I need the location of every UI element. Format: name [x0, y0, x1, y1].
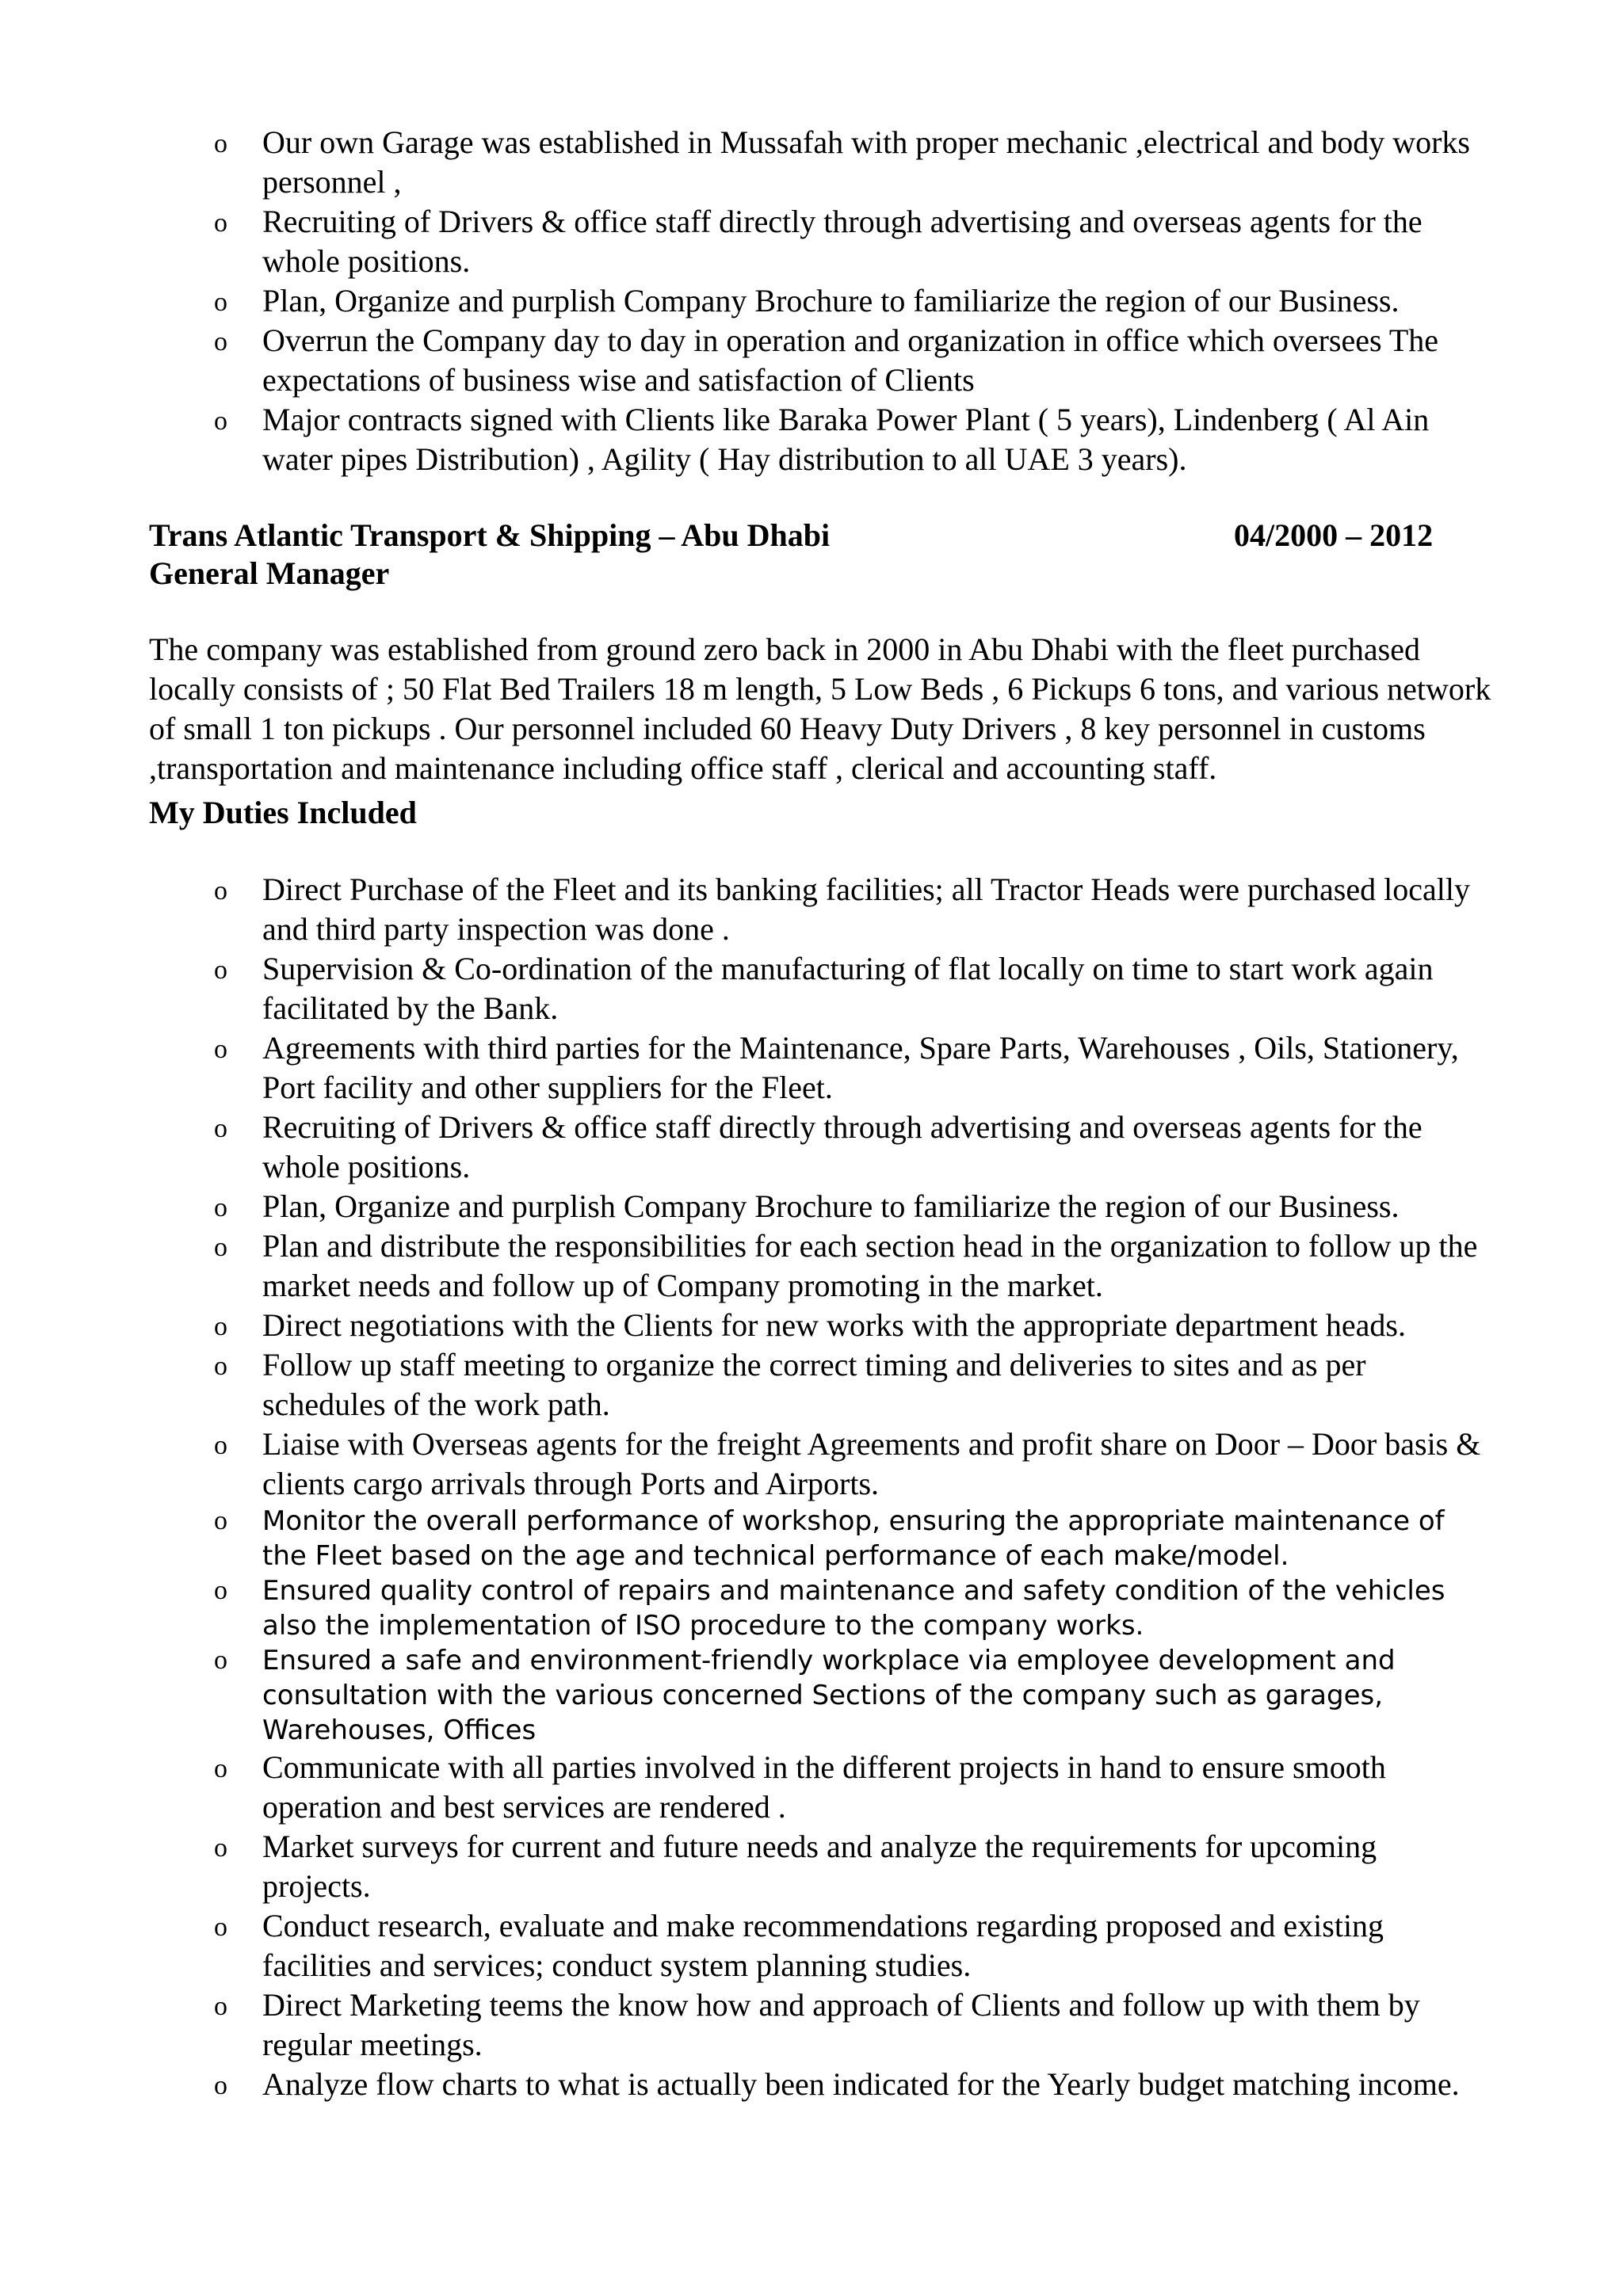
list-item [0, 202, 1483, 281]
list-item-text: Follow up staff meeting to organize the correct timing and deliveries to sites and as per schedules of the work path. [262, 1347, 1366, 1422]
bullet-icon: o [214, 1913, 227, 1942]
list-item [0, 1345, 1483, 1425]
list-item [0, 1573, 1483, 1643]
bullet-icon: o [214, 129, 227, 158]
bullet-icon: o [214, 406, 227, 436]
bullet-icon: o [214, 1114, 227, 1143]
bullet-icon: o [214, 327, 227, 357]
bullet-icon: o [214, 1646, 227, 1675]
bullet-icon: o [214, 1233, 227, 1262]
list-item [0, 1108, 1483, 1187]
list-item-text: Communicate with all parties involved in the different projects in hand to ensure smooth operation and best services are rendered . [262, 1749, 1386, 1825]
bullet-icon: o [214, 1754, 227, 1783]
bullet-icon: o [214, 1431, 227, 1460]
list-item-text: Monitor the overall performance of workshop, ensuring the appropriate maintenance of the Fleet based on the age and technical performance of each make/model. [262, 1505, 1445, 1572]
bullet-icon: o [214, 1992, 227, 2021]
list-item [0, 321, 1483, 400]
list-item [0, 870, 1483, 949]
bullet-icon: o [214, 1506, 227, 1535]
list-item [0, 1028, 1483, 1108]
duties-heading: My Duties Included [149, 795, 417, 830]
list-item [0, 1425, 1483, 1504]
list-item-text: Supervision & Co-ordination of the manufacturing of flat locally on time to start work again facilitated by the Bank. [262, 951, 1434, 1026]
list-item-text: Conduct research, evaluate and make recommendations regarding proposed and existing facilities and services; conduct system planning studies. [262, 1908, 1384, 1983]
bullet-icon: o [214, 1352, 227, 1381]
list-item-text: Direct negotiations with the Clients for new works with the appropriate department heads. [262, 1307, 1406, 1343]
bullet-icon: o [214, 1312, 227, 1341]
list-item-text: Our own Garage was established in Mussafah with proper mechanic ,electrical and body works personnel , [262, 124, 1470, 200]
bullet-icon: o [214, 876, 227, 906]
list-item [0, 1985, 1483, 2065]
bullet-icon: o [214, 2071, 227, 2100]
list-item [0, 2065, 1483, 2104]
list-item [0, 1187, 1483, 1226]
job-dates: 04/2000 – 2012 [1234, 517, 1434, 553]
list-item [0, 1504, 1483, 1573]
bullet-icon: o [214, 1576, 227, 1605]
list-item-text: Plan and distribute the responsibilities for each section head in the organization to follow up the market needs and follow up of Company promoting in the market. [262, 1228, 1478, 1303]
list-item [0, 400, 1483, 479]
list-item [0, 281, 1483, 321]
bullet-icon: o [214, 955, 227, 985]
list-item-text: Direct Marketing teems the know how and approach of Clients and follow up with them by regular meetings. [262, 1987, 1420, 2062]
bullet-icon: o [214, 208, 227, 238]
bullet-icon: o [214, 1035, 227, 1064]
list-item-text: Major contracts signed with Clients like Baraka Power Plant ( 5 years), Lindenberg ( Al Ain water pipes Distribution) , Agility ( Hay distribution to all UAE 3 years). [262, 402, 1430, 477]
list-item-text: Recruiting of Drivers & office staff directly through advertising and overseas agents for the whole positions. [262, 1109, 1423, 1184]
list-item-text: Agreements with third parties for the Maintenance, Spare Parts, Warehouses , Oils, Stationery, Port facility and other suppliers for the Fleet. [262, 1030, 1459, 1105]
list-item [0, 949, 1483, 1028]
job-company: Trans Atlantic Transport & Shipping – Abu Dhabi [149, 517, 831, 553]
list-item-text: Market surveys for current and future needs and analyze the requirements for upcoming projects. [262, 1829, 1377, 1904]
list-item [0, 1748, 1483, 1827]
bullet-icon: o [214, 288, 227, 317]
list-item [0, 1906, 1483, 1985]
list-item [0, 123, 1483, 202]
job-title: General Manager [149, 555, 390, 591]
bullet-icon: o [214, 1193, 227, 1222]
company-description: The company was established from ground zero back in 2000 in Abu Dhabi with the fleet purchased locally consists of ; 50 Flat Bed Trailers 18 m length, 5 Low Beds , 6 Pickups 6 tons, and various network of small 1 ton pickups . Our personnel included 60 Heavy Duty Drivers , 8 key personnel in customs ,transportation and maintenance including office staff , clerical and accounting staff. [149, 631, 1491, 786]
list-item [0, 1827, 1483, 1906]
list-item-text: Ensured a safe and environment-friendly workplace via employee development and consultation with the various concerned Sections of the company such as garages, Warehouses, Offices [262, 1645, 1396, 1746]
list-item-text: Liaise with Overseas agents for the freight Agreements and profit share on Door – Door basis & clients cargo arrivals through Ports and Airports. [262, 1426, 1481, 1501]
list-item-text: Recruiting of Drivers & office staff directly through advertising and overseas agents for the whole positions. [262, 204, 1423, 279]
duties-list [0, 870, 1483, 2104]
list-item-text: Ensured quality control of repairs and maintenance and safety condition of the vehicles also the implementation of ISO procedure to the company works. [262, 1575, 1445, 1642]
list-item-text: Direct Purchase of the Fleet and its banking facilities; all Tractor Heads were purchased locally and third party inspection was done . [262, 871, 1470, 947]
list-item [0, 1643, 1483, 1748]
list-item-text: Plan, Organize and purplish Company Brochure to familiarize the region of our Business. [262, 1188, 1400, 1224]
list-item [0, 1306, 1483, 1345]
list-item-text: Plan, Organize and purplish Company Brochure to familiarize the region of our Business. [262, 283, 1400, 318]
bullet-icon: o [214, 1833, 227, 1863]
list-item [0, 1226, 1483, 1306]
list-item-text: Analyze flow charts to what is actually been indicated for the Yearly budget matching income. [262, 2066, 1460, 2102]
list-item-text: Overrun the Company day to day in operation and organization in office which oversees The expectations of business wise and satisfaction of Clients [262, 322, 1439, 398]
previous-role-list [0, 123, 1483, 479]
